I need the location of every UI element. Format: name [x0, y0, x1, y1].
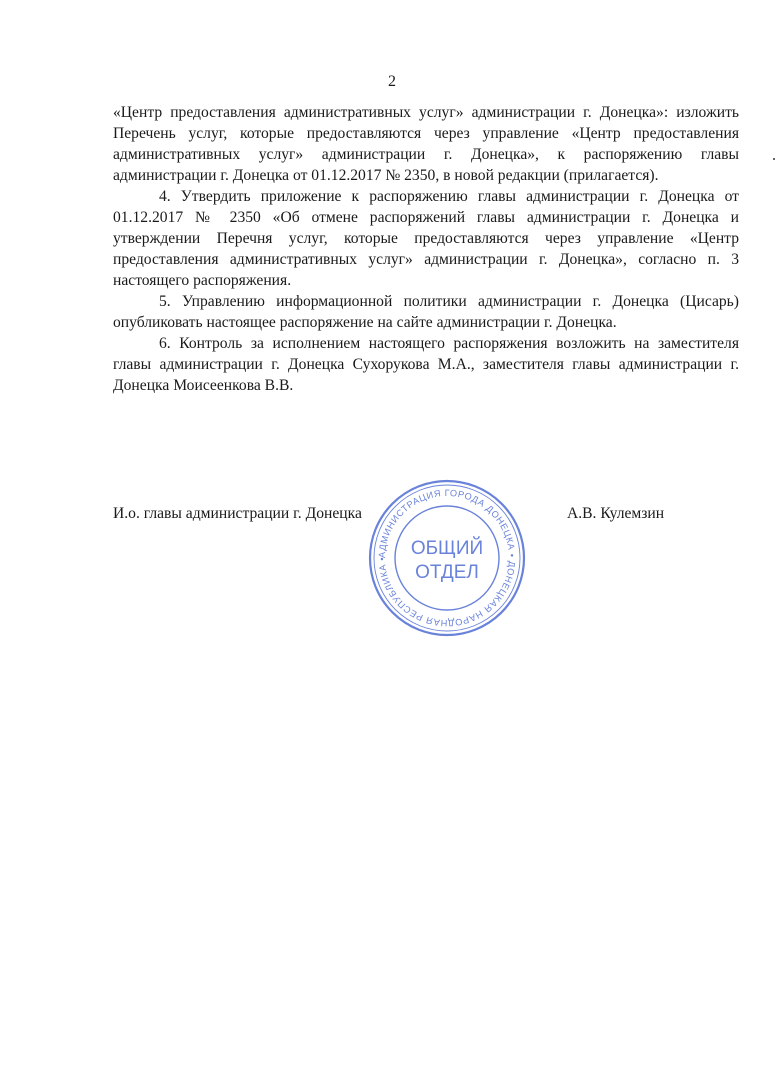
paragraph-item-5: 5. Управлению информационной политики администрации г. Донецка (Цисарь) опубликовать настоящее распоряжение на сайте администрации г. Донецка. — [113, 293, 739, 331]
official-stamp — [367, 478, 527, 638]
document-body — [113, 102, 739, 396]
stamp-line-2: ОТДЕЛ — [415, 562, 479, 583]
paragraph-item-4: 4. Утвердить приложение к распоряжению главы администрации г. Донецка от 01.12.2017 № 2350 «Об отмене распоряжений главы администрации г. Донецка и утверждении Перечня услуг, которые предоставляются через управление «Центр предоставления административных услуг» администрации г. Донецка», согласно п. 3 настоящего распоряжения. — [113, 188, 739, 289]
signatory-name: А.В. Кулемзин — [567, 505, 665, 522]
scan-speck — [773, 158, 775, 160]
paragraph-continuation: «Центр предоставления административных услуг» администрации г. Донецка»: изложить Перечень услуг, которые предоставляются через управление «Центр предоставления административных услуг» администрации г. Донецка», к распоряжению главы администрации г. Донецка от 01.12.2017 № 2350, в новой редакции (прилагается). — [113, 104, 739, 184]
signatory-title: И.о. главы администрации г. Донецка — [113, 505, 362, 522]
page-number: 2 — [388, 73, 396, 90]
paragraph-item-6: 6. Контроль за исполнением настоящего распоряжения возложить на заместителя главы администрации г. Донецка Сухорукова М.А., заместителя главы администрации г. Донецка Моисеенкова В.В. — [113, 335, 739, 394]
stamp-outer-text-path: АДМИНИСТРАЦИЯ ГОРОДА ДОНЕЦКА • ДОНЕЦКАЯ НАРОДНАЯ РЕСПУБЛИКА • — [376, 487, 518, 629]
stamp-line-1: ОБЩИЙ — [410, 538, 484, 559]
